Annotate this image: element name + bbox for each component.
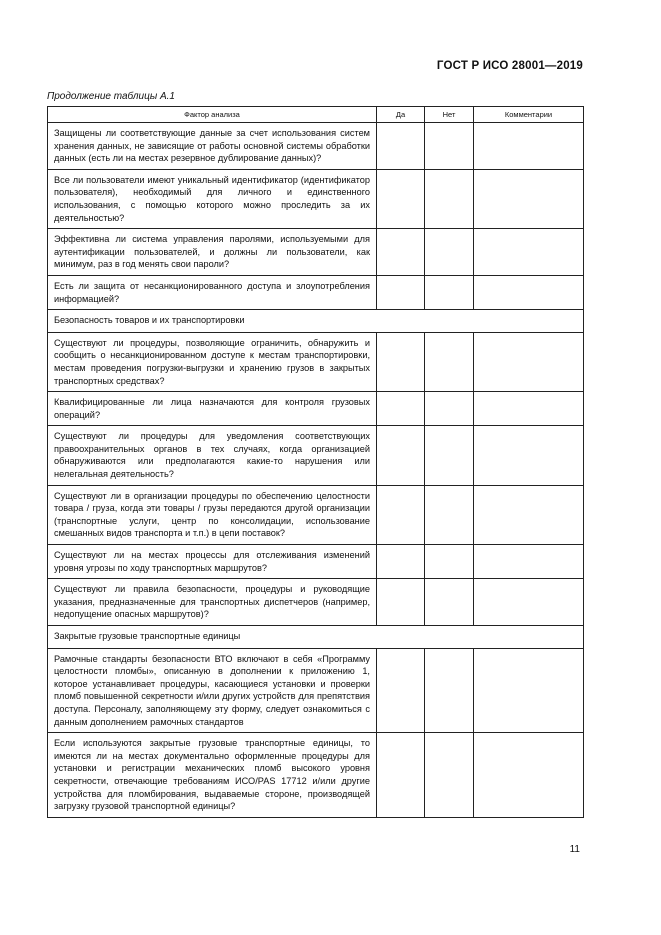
factor-cell: Существуют ли процедуры, позволяющие ограничить, обнаружить и сообщить о несанкционированном доступе к местам транспортировки, местам проведения погрузки-выгрузки и хранению грузов в закрытых транспортных средствах? (48, 332, 377, 391)
section-row (48, 310, 584, 333)
comments-cell[interactable] (474, 332, 584, 391)
yes-cell[interactable] (377, 392, 425, 426)
table-row (48, 648, 584, 733)
section-title: Закрытые грузовые транспортные единицы (48, 626, 584, 649)
yes-cell[interactable] (377, 485, 425, 544)
factor-cell: Если используются закрытые грузовые транспортные единицы, то имеются ли на местах документально оформленные процедуры для установки и регистрации механических пломб высокого уровня секретности, отвечающие требованиям ИСО/PAS 17712 и/или другие устройства для пломбирования, выдаваемые стороне, производящей загрузку грузовой транспортной единицы? (48, 733, 377, 818)
checklist-table (47, 106, 584, 818)
comments-cell[interactable] (474, 392, 584, 426)
no-cell[interactable] (425, 169, 474, 228)
table-row (48, 392, 584, 426)
comments-cell[interactable] (474, 123, 584, 170)
no-cell[interactable] (425, 648, 474, 733)
comments-cell[interactable] (474, 579, 584, 626)
yes-cell[interactable] (377, 229, 425, 276)
factor-cell: Защищены ли соответствующие данные за счет использования систем хранения данных, не зависящие от работы основной системы обработки данных (есть ли на местах резервное дублирование данных)? (48, 123, 377, 170)
yes-cell[interactable] (377, 733, 425, 818)
factor-cell: Существуют ли на местах процессы для отслеживания изменений уровня угрозы по ходу транспортных маршрутов? (48, 545, 377, 579)
factor-cell: Эффективна ли система управления паролями, используемыми для аутентификации пользователей, и должны ли пользователи, как минимум, раз в год менять свои пароли? (48, 229, 377, 276)
yes-cell[interactable] (377, 545, 425, 579)
comments-cell[interactable] (474, 648, 584, 733)
no-cell[interactable] (425, 733, 474, 818)
col-header-yes: Да (377, 107, 425, 123)
no-cell[interactable] (425, 485, 474, 544)
comments-cell[interactable] (474, 275, 584, 309)
table-row (48, 332, 584, 391)
table-caption: Продолжение таблицы А.1 (47, 91, 175, 102)
section-row (48, 626, 584, 649)
yes-cell[interactable] (377, 275, 425, 309)
table-row (48, 426, 584, 485)
yes-cell[interactable] (377, 426, 425, 485)
comments-cell[interactable] (474, 229, 584, 276)
col-header-factor: Фактор анализа (48, 107, 377, 123)
comments-cell[interactable] (474, 545, 584, 579)
table-row (48, 123, 584, 170)
no-cell[interactable] (425, 123, 474, 170)
factor-cell: Квалифицированные ли лица назначаются для контроля грузовых операций? (48, 392, 377, 426)
no-cell[interactable] (425, 426, 474, 485)
page-number: 11 (569, 844, 580, 855)
table-header-row (48, 107, 584, 123)
no-cell[interactable] (425, 229, 474, 276)
comments-cell[interactable] (474, 733, 584, 818)
comments-cell[interactable] (474, 485, 584, 544)
factor-cell: Существуют ли правила безопасности, процедуры и руководящие указания, предназначенные для транспортных диспетчеров (например, недопущение опасных маршрутов)? (48, 579, 377, 626)
yes-cell[interactable] (377, 648, 425, 733)
yes-cell[interactable] (377, 332, 425, 391)
factor-cell: Все ли пользователи имеют уникальный идентификатор (идентификатор пользователя), необходимый для личного и единственного использования, с помощью которого можно проследить за их деятельностью? (48, 169, 377, 228)
standard-designation: ГОСТ Р ИСО 28001—2019 (436, 60, 583, 72)
table-row (48, 229, 584, 276)
yes-cell[interactable] (377, 579, 425, 626)
no-cell[interactable] (425, 579, 474, 626)
table-row (48, 545, 584, 579)
no-cell[interactable] (425, 392, 474, 426)
factor-cell: Рамочные стандарты безопасности ВТО включают в себя «Программу целостности пломбы», описанную в дополнении к приложению 1, которое устанавливает процедуры, касающиеся установки и проверки пломб повышенной секретности и/или других устройств для препятствия доступа. Персоналу, заполняющему эту форму, следует ознакомиться с данным дополнением рамочных стандартов (48, 648, 377, 733)
col-header-comments: Комментарии (474, 107, 584, 123)
comments-cell[interactable] (474, 169, 584, 228)
no-cell[interactable] (425, 332, 474, 391)
table-row (48, 169, 584, 228)
table-row (48, 275, 584, 309)
no-cell[interactable] (425, 545, 474, 579)
factor-cell: Есть ли защита от несанкционированного доступа и злоупотребления информацией? (48, 275, 377, 309)
factor-cell: Существуют ли в организации процедуры по обеспечению целостности товара / груза, когда эти товары / грузы передаются другой организации (транспортные услуги, центр по консолидации, использование смешанных видов транспорта и т.п.) в цепи поставок? (48, 485, 377, 544)
yes-cell[interactable] (377, 169, 425, 228)
col-header-no: Нет (425, 107, 474, 123)
factor-cell: Существуют ли процедуры для уведомления соответствующих правоохранительных органов в тех случаях, когда организацией обнаруживаются или предполагаются какие-то нарушения или нелегальная деятельность? (48, 426, 377, 485)
comments-cell[interactable] (474, 426, 584, 485)
table-row (48, 733, 584, 818)
table-row (48, 579, 584, 626)
section-title: Безопасность товаров и их транспортировки (48, 310, 584, 333)
table-row (48, 485, 584, 544)
no-cell[interactable] (425, 275, 474, 309)
yes-cell[interactable] (377, 123, 425, 170)
